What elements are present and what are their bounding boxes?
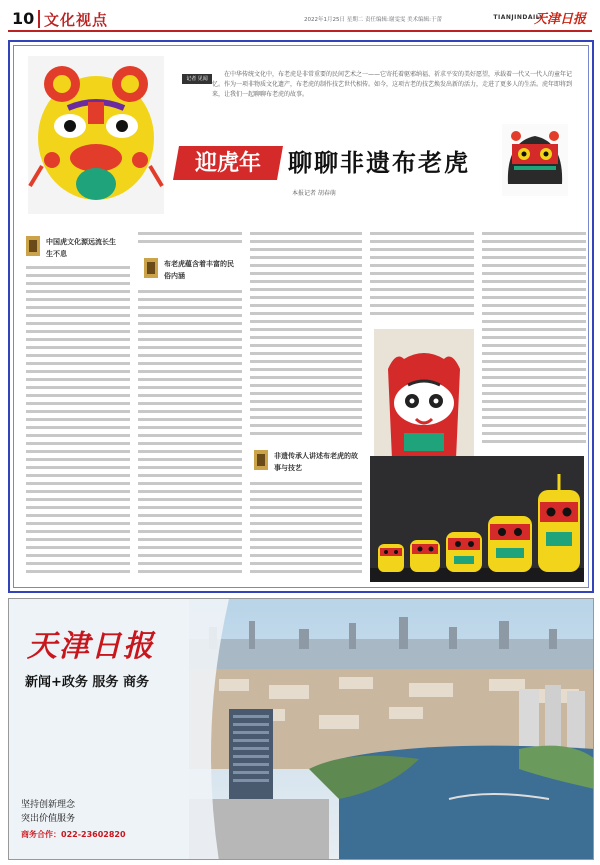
article-intro: 在中华传统文化中，布老虎是非常重要的民间艺术之一——它寄托着驱邪纳福、祈求平安的美好愿望，承载着一代又一代人的童年记忆。作为一项非物质文化遗产，布老虎的制作技艺世代相传。如今，这项古老的技艺焕发出新的活力，走进了更多人的生活。虎年即将到来，让我们一起聊聊布老虎的故事。 bbox=[212, 71, 572, 98]
text-column-2 bbox=[138, 290, 242, 584]
title-highlight bbox=[173, 146, 283, 180]
article-title bbox=[176, 146, 506, 180]
ad-tagline: 新闻+政务 服务 商务 bbox=[25, 675, 149, 690]
ad-motto-innovation: 坚持创新理念 bbox=[21, 800, 76, 810]
title-main-text: 聊聊非遗布老虎 bbox=[288, 148, 470, 177]
text-column-1 bbox=[26, 266, 130, 584]
header-divider bbox=[38, 10, 40, 28]
newspaper-logo: 天津日报 bbox=[533, 12, 586, 27]
text-column-3 bbox=[250, 482, 362, 584]
subhead-3-text: 非遗传承人讲述布老虎的故事与技艺 bbox=[274, 452, 358, 472]
newspaper-ad bbox=[8, 598, 594, 860]
text-column-4-top bbox=[370, 232, 474, 324]
tiger-row-photo bbox=[370, 456, 584, 582]
masthead-text: TIANJINDAILY bbox=[493, 14, 544, 21]
tiger-head-photo bbox=[28, 56, 164, 214]
subhead-1 bbox=[26, 236, 122, 260]
article-frame bbox=[8, 40, 594, 593]
cloth-tiger-photo bbox=[374, 329, 474, 471]
subhead-2-text: 布老虎蕴含着丰富的民俗内涵 bbox=[164, 260, 234, 280]
ad-motto-service: 突出价值服务 bbox=[21, 814, 76, 824]
article-body bbox=[13, 45, 589, 588]
section-title: 文化视点 bbox=[44, 11, 109, 29]
tiger-bullet-icon bbox=[26, 236, 40, 256]
byline: 本报记者 胡春萌 bbox=[292, 190, 336, 197]
subhead-3 bbox=[254, 450, 364, 474]
tiger-bullet-icon bbox=[254, 450, 268, 470]
ad-logo: 天津日报 bbox=[27, 629, 155, 664]
page-header bbox=[8, 6, 592, 32]
page-number: 10 bbox=[12, 9, 35, 28]
reporter-badge: 记者 见闻 bbox=[182, 74, 212, 84]
text-column-3-top bbox=[250, 232, 362, 446]
ad-contact-phone: 商务合作：022-23602820 bbox=[21, 830, 126, 839]
text-column-5 bbox=[482, 232, 586, 452]
title-red-text: 迎虎年 bbox=[194, 150, 261, 176]
tiger-hat-photo bbox=[502, 124, 568, 196]
subhead-2 bbox=[144, 258, 240, 282]
text-column-2-top bbox=[138, 232, 242, 254]
issue-meta: 2022年1月25日 星期二 责任编辑:谢雯雯 美术编辑:于蕾 bbox=[304, 17, 442, 23]
subhead-1-text: 中国虎文化源远流长生生不息 bbox=[46, 238, 116, 258]
tiger-bullet-icon bbox=[144, 258, 158, 278]
city-skyline-photo bbox=[189, 599, 594, 860]
